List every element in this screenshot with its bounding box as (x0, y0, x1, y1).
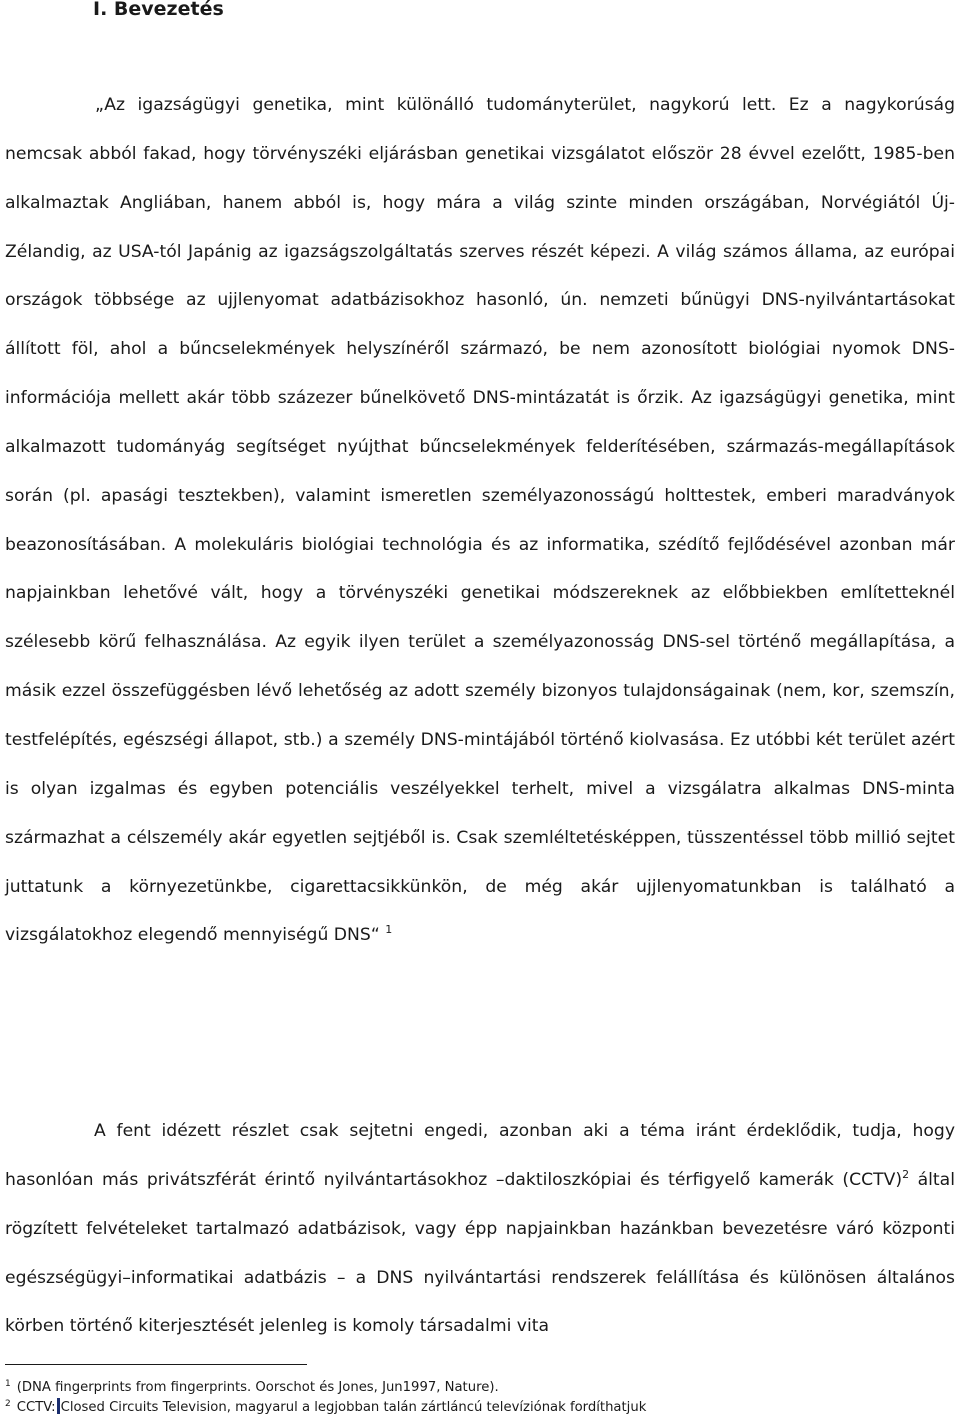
footnote-separator (5, 1364, 307, 1365)
footnote-2 (5, 1398, 955, 1418)
footnote-text: (DNA fingerprints from fingerprints. Oorschot és Jones, Jun1997, Nature). (16, 1380, 499, 1395)
text-cursor (57, 1398, 60, 1414)
footnote-text: Closed Circuits Television, magyarul a legjobban talán zártláncú televíziónak fordíthatjuk (60, 1400, 647, 1415)
footnote-label: CCTV: (16, 1400, 56, 1415)
body-paragraph (5, 1107, 955, 1351)
body-paragraph-text-part1: A fent idézett részlet csak sejtetni engedi, azonban aki a téma iránt érdeklődik, tudja, hogy hasonlóan más privátszférát érintő nyilvántartásokhoz –daktiloszkópiai és térfigyelő kamerák (CCTV) (5, 1121, 955, 1190)
footnotes (5, 1378, 955, 1418)
footnote-number: 1 (5, 1379, 11, 1389)
footnote-number: 2 (5, 1399, 11, 1409)
quote-paragraph (5, 81, 955, 960)
footnote-ref-1[interactable]: 1 (385, 923, 393, 937)
quote-paragraph-text: „Az igazságügyi genetika, mint különálló tudományterület, nagykorú lett. Ez a nagykorúság nemcsak abból fakad, hogy törvényszéki eljárásban genetikai vizsgálatot először 28 évvel ezelőtt, 1985-ben alkalmaztak Angliában, hanem abból is, hogy mára a világ szinte minden országában, Norvégiától Új-Zélandig, az USA-tól Japánig az igazságszolgáltatás szerves részét képezi. A világ számos állama, az európai országok többsége az ujjlenyomat adatbázisokhoz hasonló, ún. nemzeti bűnügyi DNS-nyilvántartásokat állított föl, ahol a bűncselekmények helyszínéről származó, be nem azonosított biológiai nyomok DNS-információja mellett akár több százezer bűnelkövető DNS-mintázatát is őrzik. Az igazságügyi genetika, mint alkalmazott tudományág segítséget nyújthat bűncselekmények felderítésében, származás-megállapítások során (pl. apasági tesztekben), valamint ismeretlen személyazonosságú holttestek, emberi maradványok beazonosításában. A molekuláris biológiai technológia és az informatika, szédítő fejlődésével azonban már napjainkban lehetővé vált, hogy a törvényszéki genetikai módszereknek az előbbiekben említetteknél szélesebb körű felhasználása. Az egyik ilyen terület a személyazonosság DNS-sel történő megállapítása, a másik ezzel összefüggésben lévő lehetőség az adott személy bizonyos tulajdonságainak (nem, kor, szemszín, testfelépítés, egészségi állapot, stb.) a személy DNS-mintájából történő kiolvasása. Ez utóbbi két terület azért is olyan izgalmas és egyben potenciális veszélyekkel terhelt, mivel a vizsgálatra alkalmas DNS-minta származhat a célszemély akár egyetlen sejtjéből is. Csak szemléltetésképpen, tüsszentéssel több millió sejtet juttatunk a környezetünkbe, cigarettacsikkünkön, de még akár ujjlenyomatunkban is található a vizsgálatokhoz elegendő mennyiségű DNS“ (5, 95, 955, 946)
footnote-ref-2[interactable]: 2 (902, 1167, 910, 1181)
body-paragraph-text-part2: által rögzített felvételeket tartalmazó adatbázisok, vagy épp napjainkban hazánkban bevezetésre váró központi egészségügyi–informatikai adatbázis – a DNS nyilvántartási rendszerek felállítása és különösen általános körben történő kiterjesztését jelenleg is komoly társadalmi vita (5, 1169, 955, 1337)
footnote-1 (5, 1378, 955, 1398)
section-heading: I. Bevezetés (93, 0, 224, 20)
